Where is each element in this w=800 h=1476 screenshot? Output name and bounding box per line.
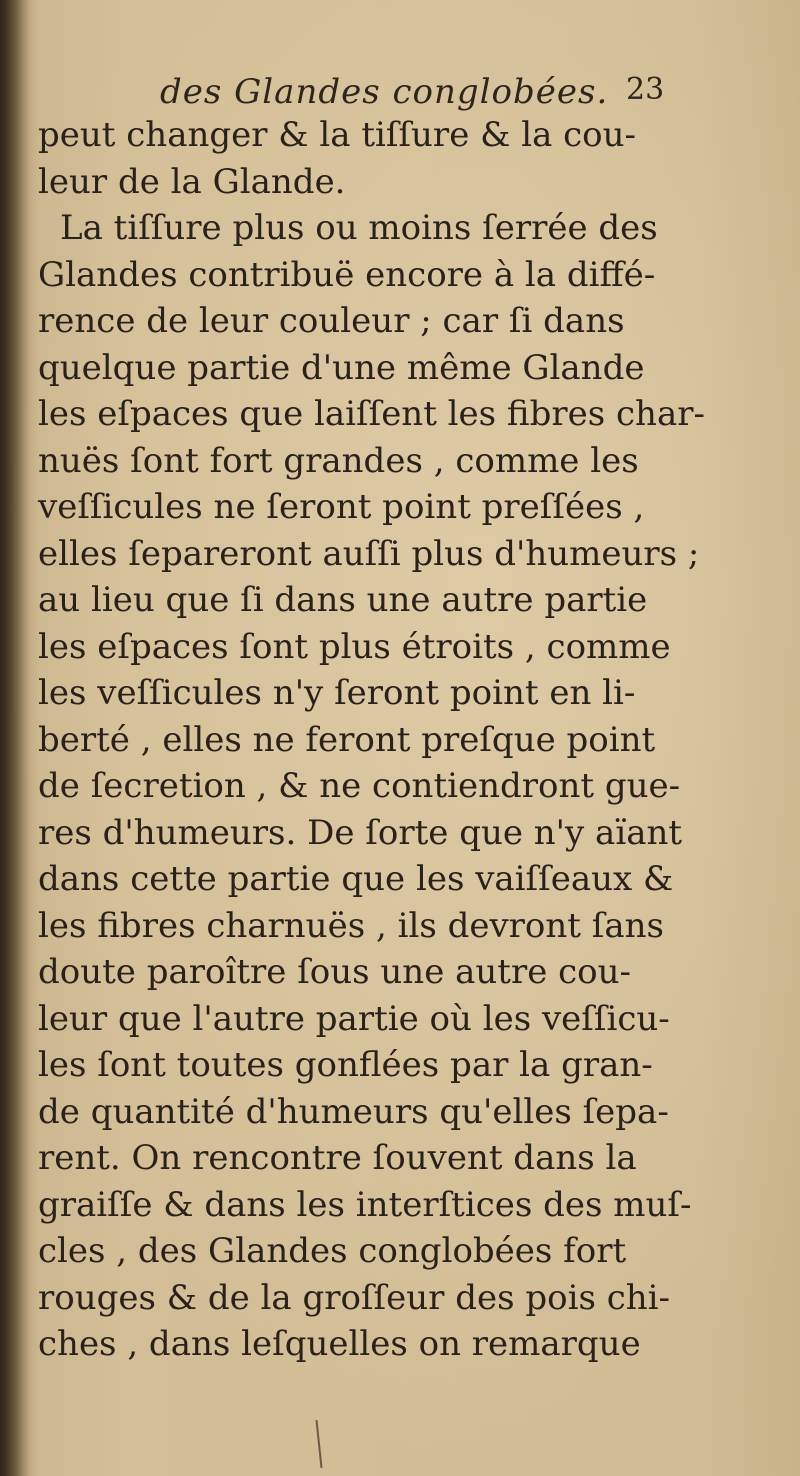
running-head bbox=[0, 72, 800, 112]
binding-gutter bbox=[0, 0, 30, 1476]
text-line: cles , des Glandes conglobées fort bbox=[38, 1231, 627, 1271]
text-line: rence de leur couleur ; car ſi dans bbox=[38, 301, 625, 341]
ink-mark bbox=[315, 1420, 322, 1468]
text-line: berté , elles ne feront preſque point bbox=[38, 719, 656, 760]
text-line: doute paroître ſous une autre cou- bbox=[38, 952, 632, 992]
text-line: les veſſicules n'y ſeront point en li- bbox=[38, 673, 636, 713]
text-line: Glandes contribuë encore à la diffé- bbox=[38, 254, 656, 295]
text-line: les eſpaces que laiſſent les fibres char- bbox=[38, 394, 705, 434]
text-line: La tiſſure plus ou moins ſerrée des bbox=[60, 208, 658, 248]
text-line: de quantité d'humeurs qu'elles ſepa- bbox=[38, 1091, 669, 1132]
text-line: dans cette partie que les vaiſſeaux & bbox=[38, 859, 674, 899]
text-line: veſſicules ne ſeront point preſſées , bbox=[38, 487, 645, 527]
text-line: graiſſe & dans les interſtices des muſ- bbox=[38, 1184, 692, 1225]
text-line: de ſecretion , & ne contiendront gue- bbox=[38, 766, 681, 806]
text-line: quelque partie d'une même Glande bbox=[38, 347, 645, 388]
page-number: 23 bbox=[626, 72, 665, 107]
text-line: les ſont toutes gonflées par la gran- bbox=[38, 1045, 653, 1085]
text-line: leur de la Glande. bbox=[38, 161, 346, 202]
text-line: nuës ſont fort grandes , comme les bbox=[38, 440, 639, 481]
text-line: ches , dans leſquelles on remarque bbox=[38, 1324, 641, 1364]
text-line: res d'humeurs. De ſorte que n'y aïant bbox=[38, 812, 683, 853]
text-line: peut changer & la tiſſure & la cou- bbox=[38, 115, 637, 155]
running-head-title: des Glandes conglobées. bbox=[160, 72, 609, 112]
text-line: les eſpaces ſont plus étroits , comme bbox=[38, 626, 671, 667]
text-line: rent. On rencontre ſouvent dans la bbox=[38, 1138, 637, 1178]
text-line: au lieu que ſi dans une autre partie bbox=[38, 580, 648, 620]
text-line: elles ſepareront auſſi plus d'humeurs ; bbox=[38, 533, 700, 574]
text-line: les fibres charnuës , ils devront ſans bbox=[38, 905, 664, 946]
text-line: leur que l'autre partie où les veſſicu- bbox=[38, 998, 670, 1039]
text-line: rouges & de la groſſeur des pois chi- bbox=[38, 1277, 671, 1318]
body-text bbox=[38, 112, 778, 1368]
